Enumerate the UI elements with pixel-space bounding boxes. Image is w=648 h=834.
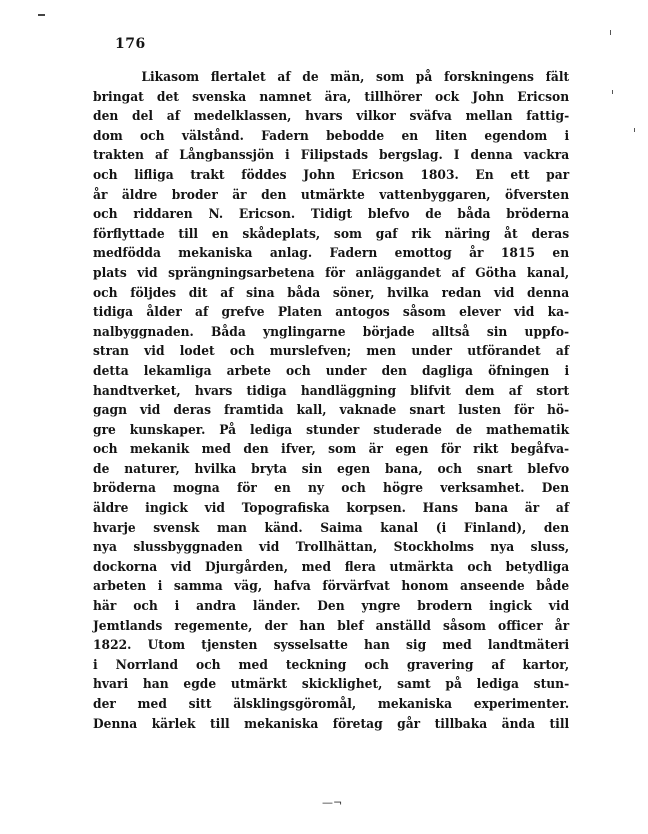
text-line: och följdes dit af sina båda söner, hvilka redan vid denna: [93, 285, 570, 301]
text-line: bröderna mogna för en ny och högre verksamhet. Den: [93, 481, 570, 497]
text-line: de naturer, hvilka bryta sin egen bana, och snart blefvo: [93, 461, 570, 477]
text-line: arbeten i samma väg, hafva förvärfvat honom anseende både: [93, 579, 570, 595]
text-line: den del af medelklassen, hvars vilkor sväfva mellan fattig-: [93, 109, 570, 125]
text-line: nya slussbyggnaden vid Trollhättan, Stockholms nya sluss,: [93, 540, 570, 556]
text-line: trakten af Långbanssjön i Filipstads bergslag. I denna vackra: [93, 148, 570, 164]
text-line: Likasom flertalet af de män, som på forskningens fält: [141, 70, 570, 85]
text-line: i Norrland och med teckning och gravering af kartor,: [93, 657, 570, 673]
text-line: Denna kärlek till mekaniska företag går tillbaka ända till: [93, 716, 570, 732]
page-number: 176: [115, 36, 146, 52]
margin-speck: [610, 30, 611, 35]
text-line: och riddaren N. Ericson. Tidigt blefvo de båda bröderna: [93, 207, 570, 223]
margin-speck: [612, 90, 613, 94]
text-line: der med sitt älsklingsgöromål, mekaniska experimenter.: [93, 697, 570, 712]
text-line: stran vid lodet och murslefven; men under utförandet af: [93, 344, 570, 360]
text-line: nalbyggnaden. Båda ynglingarne började alltså sin uppfo-: [93, 324, 570, 340]
body-text: [93, 68, 570, 734]
text-line: plats vid sprängningsarbetena för anläggandet af Götha kanal,: [93, 265, 570, 281]
text-line: gre kunskaper. På lediga stunder studerade de mathematik: [93, 422, 570, 438]
text-line: 1822. Utom tjensten sysselsatte han sig med landtmäteri: [93, 638, 570, 654]
margin-speck: [634, 128, 635, 132]
footer-mark: —¬: [322, 796, 343, 809]
text-line: förflyttade till en skådeplats, som gaf rik näring åt deras: [93, 226, 570, 242]
text-line: dom och välstånd. Fadern bebodde en liten egendom i: [93, 128, 570, 144]
text-line: tidiga ålder af grefve Platen antogos såsom elever vid ka-: [93, 305, 570, 321]
text-line: medfödda mekaniska anlag. Fadern emottog år 1815 en: [93, 246, 570, 262]
text-line: äldre ingick vid Topografiska korpsen. Hans bana är af: [93, 501, 570, 517]
text-line: hvarje svensk man känd. Saima kanal (i Finland), den: [93, 520, 570, 536]
text-line: bringat det svenska namnet ära, tillhörer ock John Ericson: [93, 89, 570, 105]
text-line: handtverket, hvars tidiga handläggning blifvit dem af stort: [93, 383, 570, 399]
corner-mark: [38, 14, 45, 16]
text-line: år äldre broder är den utmärkte vattenbyggaren, öfversten: [93, 187, 570, 203]
text-line: gagn vid deras framtida kall, vaknade snart lusten för hö-: [93, 403, 570, 419]
text-line: hvari han egde utmärkt skicklighet, samt på lediga stun-: [93, 677, 570, 693]
text-line: och lifliga trakt föddes John Ericson 1803. En ett par: [93, 167, 570, 183]
text-line: och mekanik med den ifver, som är egen för rikt begåfva-: [93, 442, 570, 458]
text-line: dockorna vid Djurgården, med flera utmärkta och betydliga: [93, 559, 570, 575]
text-line: här och i andra länder. Den yngre brodern ingick vid: [93, 599, 570, 615]
text-line: detta lekamliga arbete och under den dagliga öfningen i: [93, 363, 570, 379]
text-line: Jemtlands regemente, der han blef anställd såsom officer år: [93, 618, 570, 634]
